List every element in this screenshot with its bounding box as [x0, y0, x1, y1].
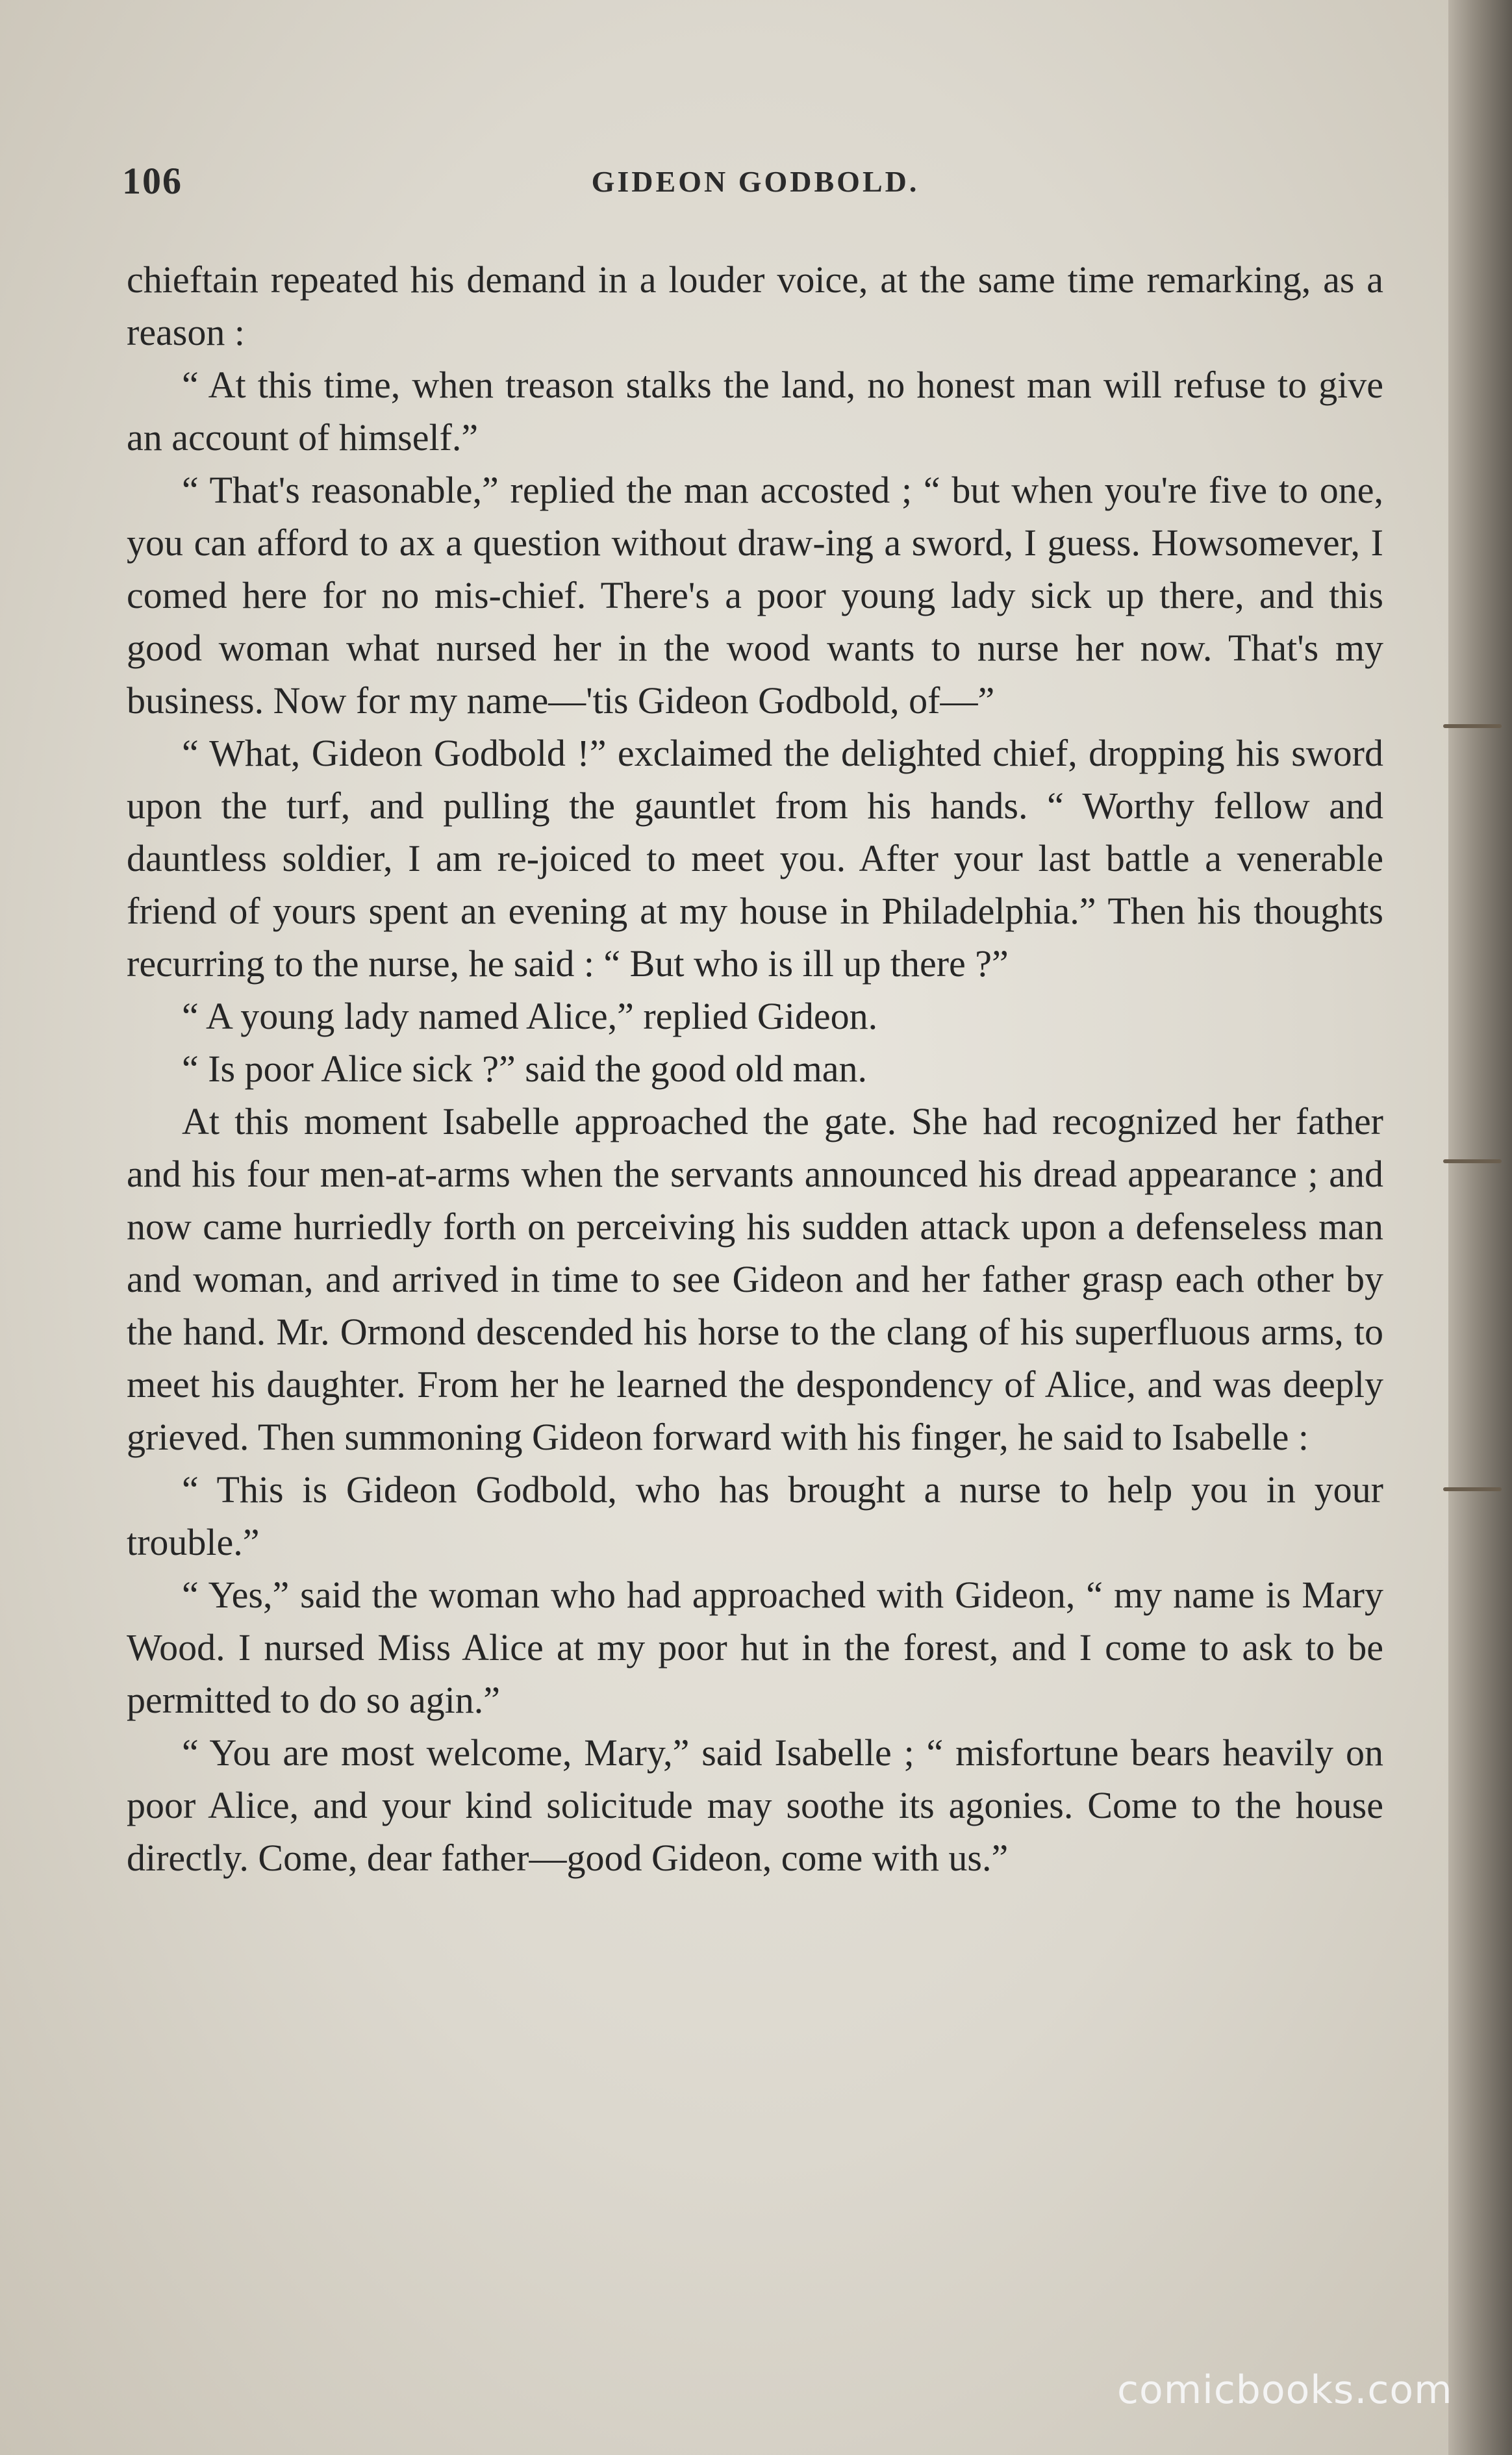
paragraph: “ That's reasonable,” replied the man accosted ; “ but when you're five to one, you can afford to ax a question without draw-ing a sword, I guess. Howsomever, I comed here for no mis-chief. There's a poor young lady sick up there, and this good woman what nursed her in the wood wants to nurse her now. That's my business. Now for my name—'tis Gideon Godbold, of—” [127, 469, 1383, 722]
paragraph: “ What, Gideon Godbold !” exclaimed the delighted chief, dropping his sword upon the turf, and pulling the gauntlet from his hands. “ Worthy fellow and dauntless soldier, I am re-joiced to meet you. After your last battle a venerable friend of yours spent an evening at my house in Philadelphia.” Then his thoughts recurring to the nurse, he said : “ But who is ill up there ?” [127, 732, 1383, 985]
page-number: 106 [122, 160, 183, 202]
paragraph: “ Yes,” said the woman who had approached with Gideon, “ my name is Mary Wood. I nursed Miss Alice at my poor hut in the forest, and I come to ask to be permitted to do so agin.” [127, 1574, 1383, 1721]
paragraph: “ You are most welcome, Mary,” said Isabelle ; “ misfortune bears heavily on poor Alice, and your kind solicitude may soothe its agonies. Come to the house directly. Come, dear father—good Gideon, come with us.” [127, 1731, 1383, 1879]
paragraph: “ At this time, when treason stalks the land, no honest man will refuse to give an account of himself.” [127, 364, 1383, 459]
book-binding-edge [1448, 0, 1512, 2455]
paragraph: “ This is Gideon Godbold, who has brought a nurse to help you in your trouble.” [127, 1468, 1383, 1563]
paragraph: At this moment Isabelle approached the gate. She had recognized her father and his four men-at-arms when the servants announced his dread appearance ; and now came hurriedly forth on perceiving his sudden attack upon a defenseless man and woman, and arrived in time to see Gideon and her father grasp each other by the hand. Mr. Ormond descended his horse to the clang of his superfluous arms, to meet his daughter. From her he learned the despondency of Alice, and was deeply grieved. Then summoning Gideon forward with his finger, he said to Isabelle : [127, 1100, 1383, 1458]
watermark: comicbooks.com [1117, 2367, 1453, 2413]
binding-stitch [1443, 1487, 1502, 1491]
page-header [122, 159, 1389, 211]
paragraph: chieftain repeated his demand in a louder voice, at the same time remarking, as a reason : [127, 258, 1383, 353]
paragraph: “ Is poor Alice sick ?” said the good old man. [182, 1048, 868, 1090]
paragraph: “ A young lady named Alice,” replied Gideon. [182, 995, 878, 1037]
binding-stitch [1443, 724, 1502, 728]
running-title: GIDEON GODBOLD. [591, 165, 920, 198]
body-text [127, 253, 1383, 1884]
binding-stitch [1443, 1159, 1502, 1163]
